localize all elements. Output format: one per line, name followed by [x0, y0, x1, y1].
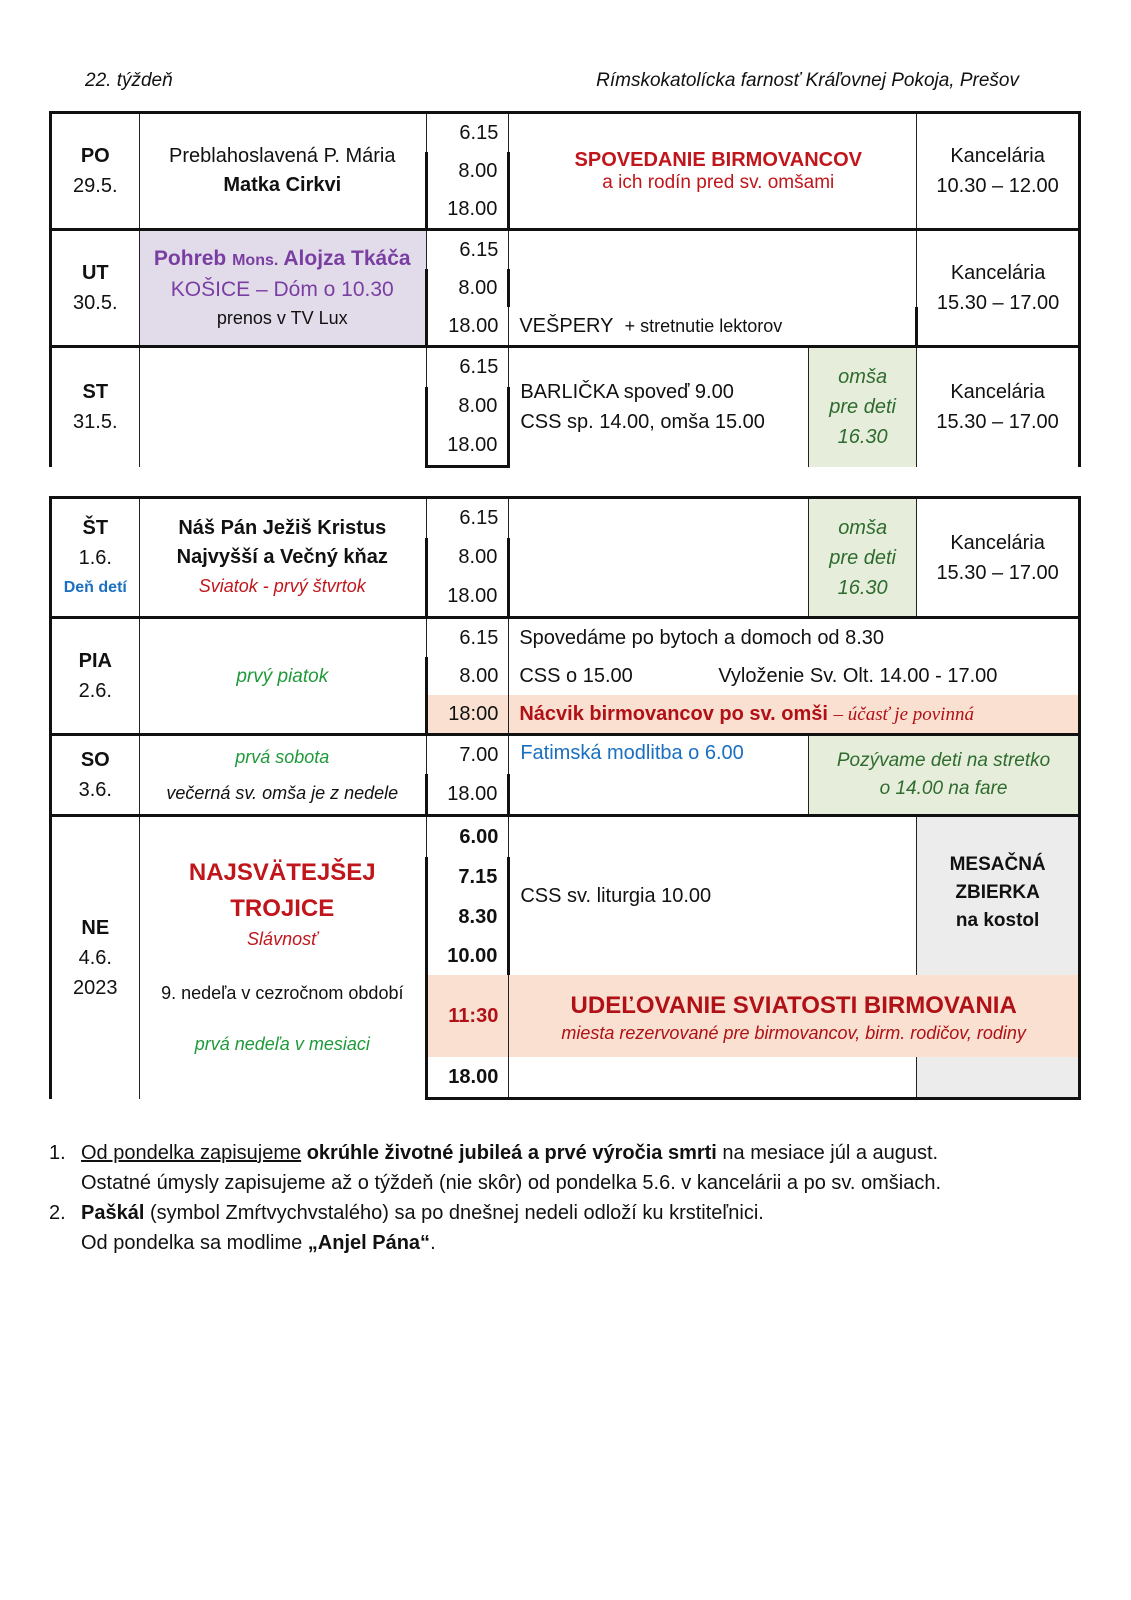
- mass-time: 8.00: [426, 387, 508, 426]
- note-part: okrúhle životné jubileá a prvé výročia smrti: [306, 1142, 717, 1164]
- day-date: 3.6.: [78, 779, 112, 801]
- day-name: ŠT: [82, 516, 109, 539]
- feast-part: Mons.: [232, 251, 279, 269]
- note-sub: a ich rodín pred sv. omšami: [602, 171, 835, 193]
- vespers-extra: + stretnutie lektorov: [624, 315, 783, 336]
- feast-line: Náš Pán Ježiš Kristus: [178, 517, 387, 539]
- note-part: Od pondelka zapisujeme: [81, 1142, 302, 1164]
- note-part: Ostatné úmysly zapisujeme až o týždeň (nie skôr) od pondelka 5.6. v kancelárii a po sv. omšiach.: [81, 1172, 942, 1194]
- day-date: 1.6.: [78, 546, 112, 569]
- announcement-item: [49, 1198, 941, 1258]
- note-title: SPOVEDANIE BIRMOVANCOV: [574, 148, 862, 171]
- note-part: Vyloženie Sv. Olt. 14.00 - 17.00: [718, 664, 998, 687]
- invite-line: Pozývame deti na stretko: [836, 750, 1051, 771]
- vespers-label: VEŠPERY: [519, 314, 614, 337]
- note-line: Spovedáme po bytoch a domoch od 8.30: [509, 618, 1080, 658]
- item-number: 2.: [49, 1202, 66, 1224]
- day-row-po: [51, 113, 1080, 153]
- feast-cell: [139, 113, 426, 230]
- mass-time: 10.00: [426, 937, 508, 975]
- office-hours: 10.30 – 12.00: [936, 175, 1059, 197]
- day-date: 2.6.: [78, 680, 112, 702]
- collection-cell: [917, 816, 1080, 976]
- mass-time: 18.00: [426, 426, 508, 467]
- feast-part: Alojza Tkáča: [283, 246, 411, 270]
- feast-line: Slávnosť: [247, 929, 318, 949]
- kids-mass-cell: [809, 347, 917, 467]
- note-line: BARLIČKA spoveď 9.00: [520, 381, 734, 404]
- note-part: CSS o 15.00: [519, 664, 633, 687]
- day-cell: [51, 816, 140, 1099]
- kids-line: 16.30: [837, 426, 888, 449]
- invite-cell: [809, 735, 1080, 816]
- confirmation-cell: [509, 975, 1080, 1057]
- day-row-so: [51, 735, 1080, 775]
- note-cell: [509, 657, 1080, 695]
- collect-line: ZBIERKA: [955, 882, 1040, 903]
- day-name: ST: [82, 381, 109, 404]
- day-name: UT: [81, 262, 109, 284]
- mass-time: 11:30: [426, 975, 508, 1057]
- office-hours: 15.30 – 17.00: [936, 561, 1059, 584]
- practice-sub: – účasť je povinná: [833, 703, 974, 725]
- feast-line: Matka Cirkvi: [223, 174, 342, 196]
- note-part: na mesiace júl a august.: [722, 1142, 939, 1164]
- mass-time: 8.00: [426, 152, 508, 190]
- feast-cell: [139, 230, 426, 347]
- feast-cell: [139, 498, 426, 618]
- note-part: (symbol Zmŕtvychvstalého) sa po dnešnej nedeli odloží ku krstiteľnici.: [149, 1202, 764, 1224]
- confirm-title: UDEĽOVANIE SVIATOSTI BIRMOVANIA: [570, 991, 1017, 1019]
- note-part: „Anjel Pána“: [307, 1232, 431, 1254]
- fatima-note: Fatimská modlitba o 6.00: [509, 735, 809, 816]
- mass-time: 8.30: [426, 897, 508, 937]
- feast-line: KOŠICE – Dóm o 10.30: [170, 277, 394, 301]
- schedule-table-1: [49, 111, 1081, 468]
- feast-part: Pohreb: [153, 246, 227, 270]
- mass-time: 7.15: [426, 857, 508, 897]
- feast-line: 9. nedeľa v cezročnom období: [161, 983, 404, 1003]
- note-cell: [509, 1057, 917, 1099]
- feast-line: Sviatok - prvý štvrtok: [198, 576, 366, 596]
- feast-cell: [139, 816, 426, 1099]
- day-cell: [51, 347, 140, 467]
- day-row-st: [51, 347, 1080, 388]
- day-name: SO: [80, 749, 110, 771]
- note-part: Od pondelka sa modlime: [81, 1232, 303, 1254]
- kids-line: omša: [838, 516, 888, 539]
- parish-name: Rímskokatolícka farnosť Kráľovnej Pokoja, Prešov: [596, 70, 1019, 91]
- mass-time: 6.15: [426, 498, 508, 539]
- note-cell: [509, 498, 809, 618]
- mass-time: 8.00: [426, 657, 508, 695]
- day-date: 29.5.: [73, 175, 118, 197]
- mass-time: 8.00: [426, 538, 508, 577]
- mass-time: 6.15: [426, 113, 508, 153]
- day-cell: [51, 230, 140, 347]
- day-date: 31.5.: [73, 411, 118, 434]
- day-date: 4.6.: [78, 946, 112, 969]
- feast-line: NAJSVÄTEJŠEJ: [188, 859, 376, 886]
- feast-cell: [139, 347, 426, 467]
- office-cell: [917, 498, 1080, 618]
- practice-title: Nácvik birmovancov po sv. omši: [519, 702, 828, 725]
- office-cell: [917, 113, 1080, 230]
- mass-time: 8.00: [426, 269, 508, 307]
- mass-time: 18.00: [426, 1057, 508, 1099]
- kids-line: pre deti: [829, 546, 896, 569]
- funeral-line: [140, 244, 425, 275]
- feast-line: TROJICE: [230, 895, 335, 922]
- day-cell: [51, 113, 140, 230]
- note-cell: [509, 347, 809, 467]
- day-date: 30.5.: [73, 292, 118, 314]
- day-cell: [51, 498, 140, 618]
- office-title: Kancelária: [950, 262, 1046, 284]
- collect-line: na kostol: [955, 910, 1040, 931]
- day-row-ut: [51, 230, 1080, 270]
- mass-time: 6.00: [426, 816, 508, 858]
- office-hours: 15.30 – 17.00: [936, 292, 1060, 314]
- collect-line: MESAČNÁ: [949, 854, 1046, 875]
- day-row-ne: [51, 816, 1080, 858]
- day-extra: Deň detí: [63, 578, 127, 596]
- item-number: 1.: [49, 1142, 66, 1164]
- announcement-item: [49, 1138, 941, 1198]
- mass-time: 18.00: [426, 577, 508, 618]
- day-name: NE: [81, 916, 110, 939]
- confirm-sub: miesta rezervované pre birmovancov, birm. rodičov, rodiny: [561, 1022, 1026, 1043]
- feast-line: Preblahoslavená P. Mária: [169, 145, 396, 167]
- mass-time: 18.00: [426, 190, 508, 230]
- mass-time: 6.15: [426, 230, 508, 270]
- kids-line: omša: [838, 366, 888, 389]
- mass-time: 18:00: [426, 695, 508, 735]
- feast-cell: [139, 735, 426, 816]
- day-year: 2023: [73, 976, 118, 999]
- week-label: 22. týždeň: [85, 70, 173, 91]
- note-cell: [509, 230, 917, 308]
- office-cell: [917, 347, 1080, 467]
- day-row-st2: [51, 498, 1080, 539]
- announcements: [49, 1138, 941, 1258]
- day-cell: [51, 618, 140, 735]
- office-hours: 15.30 – 17.00: [936, 411, 1059, 434]
- note-cell: CSS sv. liturgia 10.00: [509, 816, 917, 976]
- day-row-pia: [51, 618, 1080, 658]
- mass-time: 6.15: [426, 347, 508, 388]
- day-name: PIA: [78, 650, 112, 672]
- note-cell: [509, 307, 917, 347]
- kids-mass-cell: [809, 498, 917, 618]
- day-name: PO: [80, 145, 110, 167]
- day-cell: [51, 735, 140, 816]
- note-cell: [509, 113, 917, 230]
- invite-line: o 14.00 na fare: [879, 778, 1008, 799]
- note-part: .: [430, 1232, 436, 1254]
- mass-time: 18.00: [426, 307, 508, 347]
- collection-cell: [917, 1057, 1080, 1099]
- feast-line: prenos v TV Lux: [216, 307, 348, 328]
- schedule-table-2: [49, 496, 1081, 1100]
- office-title: Kancelária: [950, 145, 1045, 167]
- feast-line: prvá sobota: [235, 747, 330, 767]
- mass-time: 6.15: [426, 618, 508, 658]
- note-line: CSS sp. 14.00, omša 15.00: [520, 411, 765, 434]
- feast-line: Najvyšší a Večný kňaz: [176, 546, 388, 568]
- kids-line: pre deti: [829, 396, 896, 419]
- mass-time: 18.00: [426, 774, 508, 816]
- office-title: Kancelária: [950, 381, 1045, 404]
- office-cell: [917, 230, 1080, 347]
- office-title: Kancelária: [950, 531, 1045, 554]
- feast-line: prvá nedeľa v mesiaci: [194, 1034, 370, 1054]
- feast-line: večerná sv. omša je z nedele: [166, 783, 399, 803]
- note-part: Paškál: [81, 1202, 145, 1224]
- feast-cell: prvý piatok: [139, 618, 426, 735]
- kids-line: 16.30: [837, 576, 888, 599]
- note-cell: [509, 695, 1080, 735]
- mass-time: 7.00: [426, 735, 508, 775]
